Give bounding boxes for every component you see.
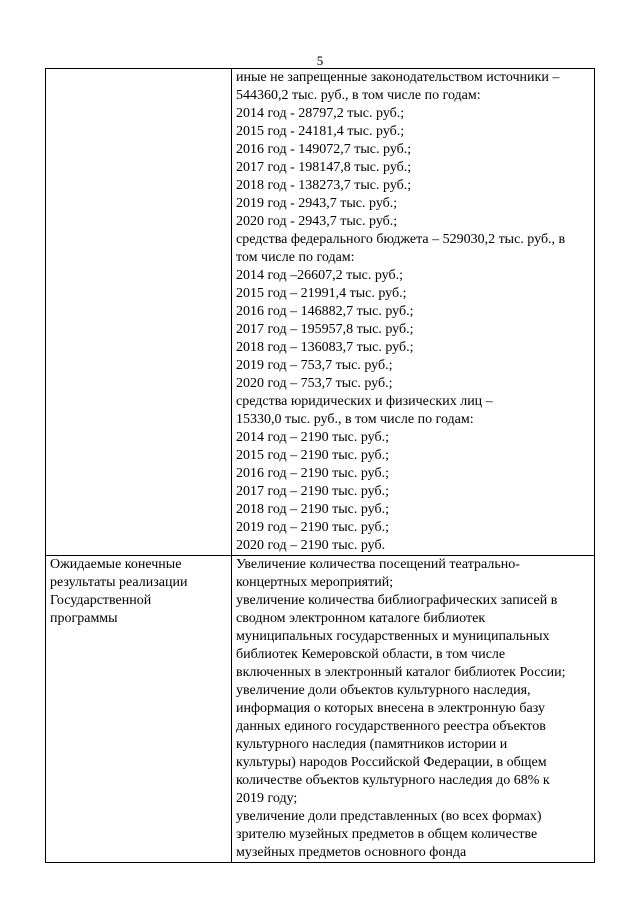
text-line: результаты реализации [50,575,188,590]
expected-results-label-cell [46,556,232,863]
text-line: 2019 год – 2190 тыс. руб.; [236,520,389,535]
text-line: музейных предметов основного фонда [236,845,467,860]
text-line: библиотек Кемеровской области, в том числе [236,647,506,662]
text-line: данных единого государственного реестра объектов [236,719,546,734]
text-line: Ожидаемые конечные [50,557,182,572]
text-line: 2020 год - 2943,7 тыс. руб.; [236,214,398,229]
expected-results-cell [232,556,595,863]
table-row [46,556,595,863]
text-line: 2016 год - 149072,7 тыс. руб.; [236,142,412,157]
text-line: муниципальных государственных и муниципальных [236,629,550,644]
text-line: 2019 году; [236,791,298,806]
text-line: 544360,2 тыс. руб., в том числе по годам: [236,88,481,103]
text-line: 2018 год – 2190 тыс. руб.; [236,502,389,517]
text-line: 2019 год – 753,7 тыс. руб.; [236,358,393,373]
text-line: 2018 год – 136083,7 тыс. руб.; [236,340,414,355]
text-line: концертных мероприятий; [236,575,394,590]
funding-sources-cell [232,69,595,556]
text-line: 2016 год – 2190 тыс. руб.; [236,466,389,481]
text-line: культуры) народов Российской Федерации, в общем [236,755,547,770]
program-passport-table [45,68,595,863]
text-line: 2014 год – 2190 тыс. руб.; [236,430,389,445]
text-line: 2020 год – 2190 тыс. руб. [236,538,386,553]
text-line: информация о которых внесена в электронную базу [236,701,545,716]
text-line: сводном электронном каталоге библиотек [236,611,486,626]
text-line: 2016 год – 146882,7 тыс. руб.; [236,304,414,319]
page-number: 5 [316,53,324,68]
text-line: 2015 год – 21991,4 тыс. руб.; [236,286,407,301]
text-line: 2020 год – 753,7 тыс. руб.; [236,376,393,391]
text-line: увеличение доли объектов культурного наследия, [236,683,531,698]
text-line: увеличение доли представленных (во всех формах) [236,809,542,824]
text-line: 2019 год - 2943,7 тыс. руб.; [236,196,398,211]
text-line: средства федерального бюджета – 529030,2 тыс. руб., в [236,232,566,247]
text-line: количестве объектов культурного наследия до 68% к [236,773,550,788]
text-line: том числе по годам: [236,250,355,265]
text-line: программы [50,611,118,626]
text-line: Государственной [50,593,152,608]
text-line: 2017 год – 195957,8 тыс. руб.; [236,322,414,337]
text-line: культурного наследия (памятников истории и [236,737,508,752]
text-line: 2014 год - 28797,2 тыс. руб.; [236,106,405,121]
text-line: увеличение количества библиографических записей в [236,593,558,608]
text-line: включенных в электронный каталог библиотек России; [236,665,566,680]
text-line: средства юридических и физических лиц – [236,394,493,409]
table-row [46,69,595,556]
row-label-cell [46,69,232,556]
text-line: иные не запрещенные законодательством источники – [236,70,560,85]
text-line: 2015 год - 24181,4 тыс. руб.; [236,124,405,139]
text-line: 2017 год – 2190 тыс. руб.; [236,484,389,499]
text-line: Увеличение количества посещений театрально- [236,557,520,572]
text-line: 2017 год - 198147,8 тыс. руб.; [236,160,412,175]
text-line: 2015 год – 2190 тыс. руб.; [236,448,389,463]
text-line: 2018 год - 138273,7 тыс. руб.; [236,178,412,193]
text-line: зрителю музейных предметов в общем количестве [236,827,538,842]
text-line: 2014 год –26607,2 тыс. руб.; [236,268,403,283]
text-line: 15330,0 тыс. руб., в том числе по годам: [236,412,474,427]
